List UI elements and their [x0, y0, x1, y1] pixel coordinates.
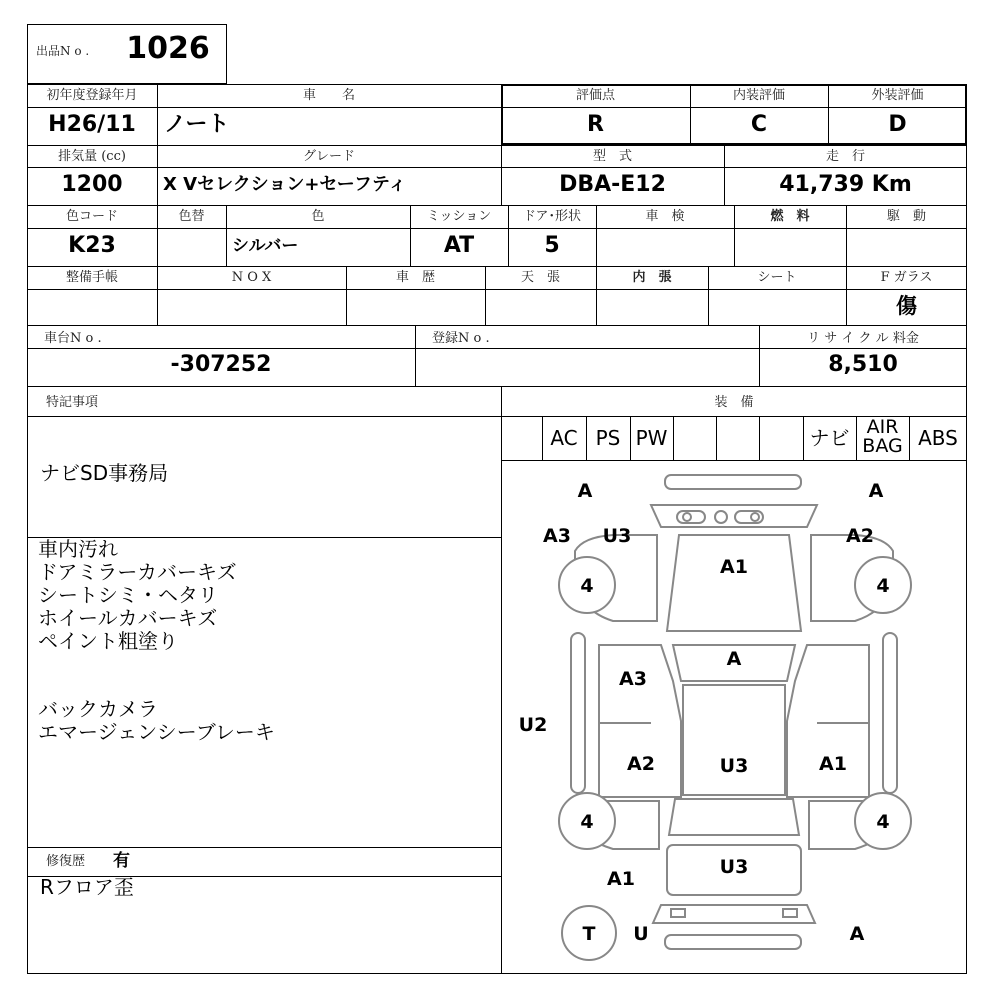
damage-left-side: U2: [518, 714, 548, 736]
front-grille: [651, 505, 817, 527]
door-value: 5: [544, 233, 560, 258]
regno-label: 登録N o .: [432, 331, 490, 346]
fglass-label: F ガラス: [880, 270, 933, 285]
chassis-value: -307252: [170, 352, 272, 377]
rear-bumper: [653, 905, 815, 923]
history-label: 車 歴: [395, 270, 435, 285]
damage-hood: A1: [720, 556, 748, 578]
mission-label: ミッション: [426, 209, 492, 224]
damage-roof-front: A: [726, 648, 742, 670]
exterior-label: 外装評価: [871, 88, 924, 103]
note-line: ペイント粗塗り: [38, 629, 178, 653]
damage-right-rear-door: A1: [819, 753, 847, 775]
hood-outline: [667, 535, 801, 631]
note-line: ドアミラーカバーキズ: [38, 560, 237, 584]
repaint-label: 色替: [178, 209, 205, 224]
reg-date-value: H26/11: [48, 112, 136, 137]
damage-rear-left: A1: [607, 868, 635, 890]
left-side-rail: [571, 633, 585, 793]
equipment-item-airbag: AIR BAG: [862, 416, 903, 457]
repair-label: 修復歴: [46, 854, 86, 869]
damage-tire-front-left: 4: [580, 575, 594, 597]
grade-label: グレード: [302, 149, 355, 164]
equipment-item-pw: PW: [635, 426, 668, 450]
reg-date-label: 初年度登録年月: [46, 88, 138, 103]
color-label: 色: [311, 209, 325, 224]
nox-label: N O X: [231, 270, 272, 285]
note-line: ホイールカバーキズ: [38, 606, 218, 630]
recycle-label: リ サ イ ク ル 料金: [807, 331, 919, 346]
damage-a2-front-right: A2: [846, 525, 874, 547]
equipment-item-navi: ナビ: [809, 426, 850, 450]
displacement-value: 1200: [61, 172, 123, 197]
damage-a3-front-left: A3: [543, 525, 571, 547]
note-line: エマージェンシーブレーキ: [38, 720, 275, 744]
score-value: R: [587, 112, 604, 137]
damage-front-right: A: [868, 480, 884, 502]
interior-trim-label: 内 張: [632, 270, 672, 285]
mission-value: AT: [443, 233, 475, 258]
note-line: シートシミ・ヘタリ: [38, 583, 218, 607]
lot-number: 1026: [126, 31, 210, 66]
car-name-label: 車 名: [302, 88, 355, 103]
notes-label: 特記事項: [46, 395, 99, 410]
model-value: DBA-E12: [559, 172, 666, 197]
damage-left-front-door: A3: [619, 668, 647, 690]
lot-label: 出品N o .: [36, 44, 90, 58]
displacement-label: 排気量 (cc): [58, 149, 126, 164]
model-label: 型 式: [592, 149, 632, 164]
roof-outline: [683, 685, 785, 795]
maintenance-label: 整備手帳: [65, 270, 118, 285]
damage-tire-front-right: 4: [876, 575, 890, 597]
color-code-label: 色コード: [65, 209, 118, 224]
recycle-value: 8,510: [828, 352, 898, 377]
roof-label: 天 張: [520, 270, 560, 285]
equipment-item-abs: ABS: [918, 426, 958, 450]
damage-front-left: A: [577, 480, 593, 502]
color-value: シルバー: [232, 236, 299, 256]
note-line: バックカメラ: [38, 697, 158, 721]
damage-rear-right: A: [849, 923, 865, 945]
front-bumper-outline: [665, 475, 801, 489]
car-diagram: [501, 461, 967, 973]
damage-rear-tire: T: [582, 923, 596, 945]
drive-label: 駆 動: [886, 209, 926, 224]
notes-top: ナビSD事務局: [40, 461, 169, 485]
inspection-label: 車 検: [645, 209, 685, 224]
fglass-value: 傷: [896, 294, 917, 318]
door-label: ドア･形状: [522, 209, 582, 224]
exterior-value: D: [888, 112, 907, 137]
mileage-label: 走 行: [825, 149, 865, 164]
rear-window: [669, 799, 799, 835]
damage-rear-u: U: [633, 923, 649, 945]
interior-value: C: [750, 112, 768, 137]
equipment-item-ac: AC: [550, 426, 578, 450]
note-line: 車内汚れ: [38, 537, 118, 561]
damage-trunk: U3: [719, 856, 749, 878]
interior-label: 内装評価: [732, 88, 785, 103]
damage-left-rear-door: A2: [627, 753, 655, 775]
repair-value: 有: [113, 851, 130, 871]
damage-roof: U3: [719, 755, 749, 777]
damage-u3-front-left: U3: [602, 525, 632, 547]
equipment-item-ps: PS: [595, 426, 621, 450]
damage-tire-rear-left: 4: [580, 811, 594, 833]
right-side-rail: [883, 633, 897, 793]
color-code-value: K23: [68, 233, 116, 258]
repair-note: Rフロア歪: [40, 875, 134, 899]
mileage-value: 41,739 Km: [779, 172, 912, 197]
equipment-label: 装 備: [714, 395, 754, 410]
grade-value: X Vセレクション+セーフティ: [163, 174, 407, 195]
car-name-value: ノート: [164, 112, 230, 137]
damage-tire-rear-right: 4: [876, 811, 890, 833]
seat-label: シート: [757, 270, 797, 285]
fuel-label: 燃 料: [770, 209, 810, 224]
chassis-label: 車台N o .: [44, 331, 102, 346]
score-label: 評価点: [575, 88, 615, 103]
